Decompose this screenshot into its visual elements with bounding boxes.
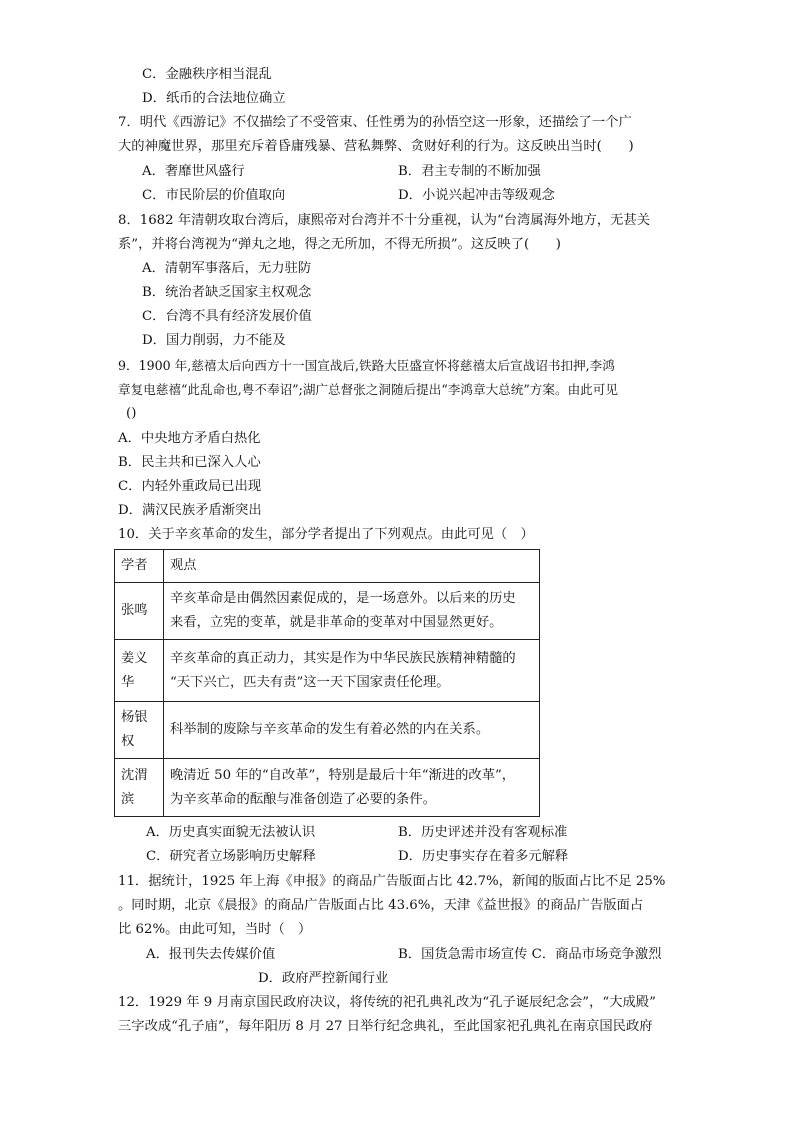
q9-stem-line-2: 章复电慈禧“此乱命也,粤不奉诏”;湖广总督张之洞随后提出“李鸿章大总统”方案。由此可见 <box>118 382 618 397</box>
q7-option-d: D．小说兴起冲击等级观念 <box>398 188 555 203</box>
scholar-name <box>115 759 164 817</box>
q7-stem-line-1: 7．明代《西游记》不仅描绘了不受管束、任性勇为的孙悟空这一形象，还描绘了一个广 <box>118 115 632 130</box>
q12-stem-line-2: 三字改成“孔子庙”，每年阳历 8 月 27 日举行纪念典礼，至此国家祀孔典礼在南京国民政府 <box>118 1019 653 1034</box>
q9-option-c: C．内轻外重政局已出现 <box>118 479 262 494</box>
q9-stem-line-1: 9．1900 年,慈禧太后向西方十一国宣战后,铁路大臣盛宣怀将慈禧太后宣战诏书扣押,李鸿 <box>118 358 615 373</box>
q12-stem-line-1: 12．1929 年 9 月南京国民政府决议，将传统的祀孔典礼改为“孔子诞辰纪念会”，“大成殿” <box>118 995 656 1010</box>
q6-option-c: C．金融秩序相当混乱 <box>142 67 272 82</box>
q10-option-b: B．历史评述并没有客观标准 <box>398 825 568 840</box>
q11-option-b-c: B．国货急需市场宣传 C．商品市场竞争激烈 <box>398 947 662 962</box>
q11-option-a: A．报刊失去传媒价值 <box>146 947 276 962</box>
q7-stem-line-2: 大的神魔世界，那里充斥着昏庸残暴、营私舞弊、贪财好利的行为。这反映出当时( ) <box>118 139 634 154</box>
table-row <box>115 583 540 640</box>
q11-stem-line-3: 比 62%。由此可知，当时（ ） <box>118 922 312 937</box>
scholar-name-line: 张鸣 <box>121 603 148 618</box>
q8-option-b: B．统治者缺乏国家主权观念 <box>142 285 312 300</box>
scholar-view <box>164 583 540 640</box>
scholar-name-line: 滨 <box>121 791 135 807</box>
scholar-name-line: 权 <box>121 734 135 749</box>
table-header-row <box>115 550 540 583</box>
view-line: 科举制的废除与辛亥革命的发生有着必然的内在关系。 <box>170 722 490 737</box>
view-line: “天下兴亡，匹夫有责”这一天下国家责任伦理。 <box>170 674 450 690</box>
scholar-view <box>164 640 540 702</box>
scholar-name <box>115 702 164 759</box>
q8-stem-line-2: 系”，并将台湾视为“弹丸之地，得之无所加，不得无所损”。这反映了( ) <box>118 237 561 252</box>
scholar-name-line: 华 <box>121 674 135 690</box>
scholars-table <box>114 549 540 817</box>
scholar-name <box>115 583 164 640</box>
view-line: 晚清近 50 年的“自改革”，特别是最后十年“渐进的改革”， <box>170 767 516 783</box>
q11-option-d: D．政府严控新闻行业 <box>258 971 389 986</box>
q9-option-b: B．民主共和已深入人心 <box>118 455 261 470</box>
q9-option-a: A．中央地方矛盾白热化 <box>118 431 261 446</box>
q8-option-d: D．国力削弱，力不能及 <box>142 333 286 348</box>
q7-option-c: C．市民阶层的价值取向 <box>142 188 286 203</box>
q10-stem: 10．关于辛亥革命的发生，部分学者提出了下列观点。由此可见（ ） <box>118 527 534 542</box>
scholar-view <box>164 702 540 759</box>
view-line: 来看，立宪的变革，就是非革命的变革对中国显然更好。 <box>170 615 503 630</box>
q10-option-a: A．历史真实面貌无法被认识 <box>146 825 316 840</box>
scholar-view <box>164 759 540 817</box>
q9-option-d: D．满汉民族矛盾渐突出 <box>118 503 262 518</box>
q11-stem-line-1: 11．据统计，1925 年上海《申报》的商品广告版面占比 42.7%，新闻的版面占比不足 25% <box>118 874 666 889</box>
header-scholar: 学者 <box>115 550 164 583</box>
header-view: 观点 <box>164 550 540 583</box>
table-row <box>115 702 540 759</box>
q10-option-c: C．研究者立场影响历史解释 <box>146 849 316 864</box>
scholar-name-line: 沈渭 <box>121 767 148 783</box>
q10-option-d: D．历史事实存在着多元解释 <box>398 849 569 864</box>
q7-option-a: A．奢靡世风盛行 <box>142 164 245 179</box>
q11-stem-line-2: 。同时期，北京《晨报》的商品广告版面占比 43.6%，天津《益世报》的商品广告版面占 <box>118 898 644 913</box>
view-line: 辛亥革命的真正动力，其实是作为中华民族民族精神精髓的 <box>170 650 516 666</box>
q6-option-d: D．纸币的合法地位确立 <box>142 91 286 106</box>
scholar-name-line: 杨银 <box>121 710 148 725</box>
q8-stem-line-1: 8．1682 年清朝攻取台湾后，康熙帝对台湾并不十分重视，认为“台湾属海外地方，无甚关 <box>118 213 651 228</box>
table-row <box>115 759 540 817</box>
scholar-name <box>115 640 164 702</box>
q8-option-c: C．台湾不具有经济发展价值 <box>142 309 312 324</box>
q8-option-a: A．清朝军事落后，无力驻防 <box>142 261 312 276</box>
q7-option-b: B．君主专制的不断加强 <box>398 164 541 179</box>
view-line: 辛亥革命是由偶然因素促成的，是一场意外。以后来的历史 <box>170 591 516 606</box>
table-row <box>115 640 540 702</box>
scholar-name-line: 姜义 <box>121 650 148 666</box>
view-line: 为辛亥革命的酝酿与准备创造了必要的条件。 <box>170 791 436 807</box>
q9-stem-line-3: () <box>126 406 137 421</box>
